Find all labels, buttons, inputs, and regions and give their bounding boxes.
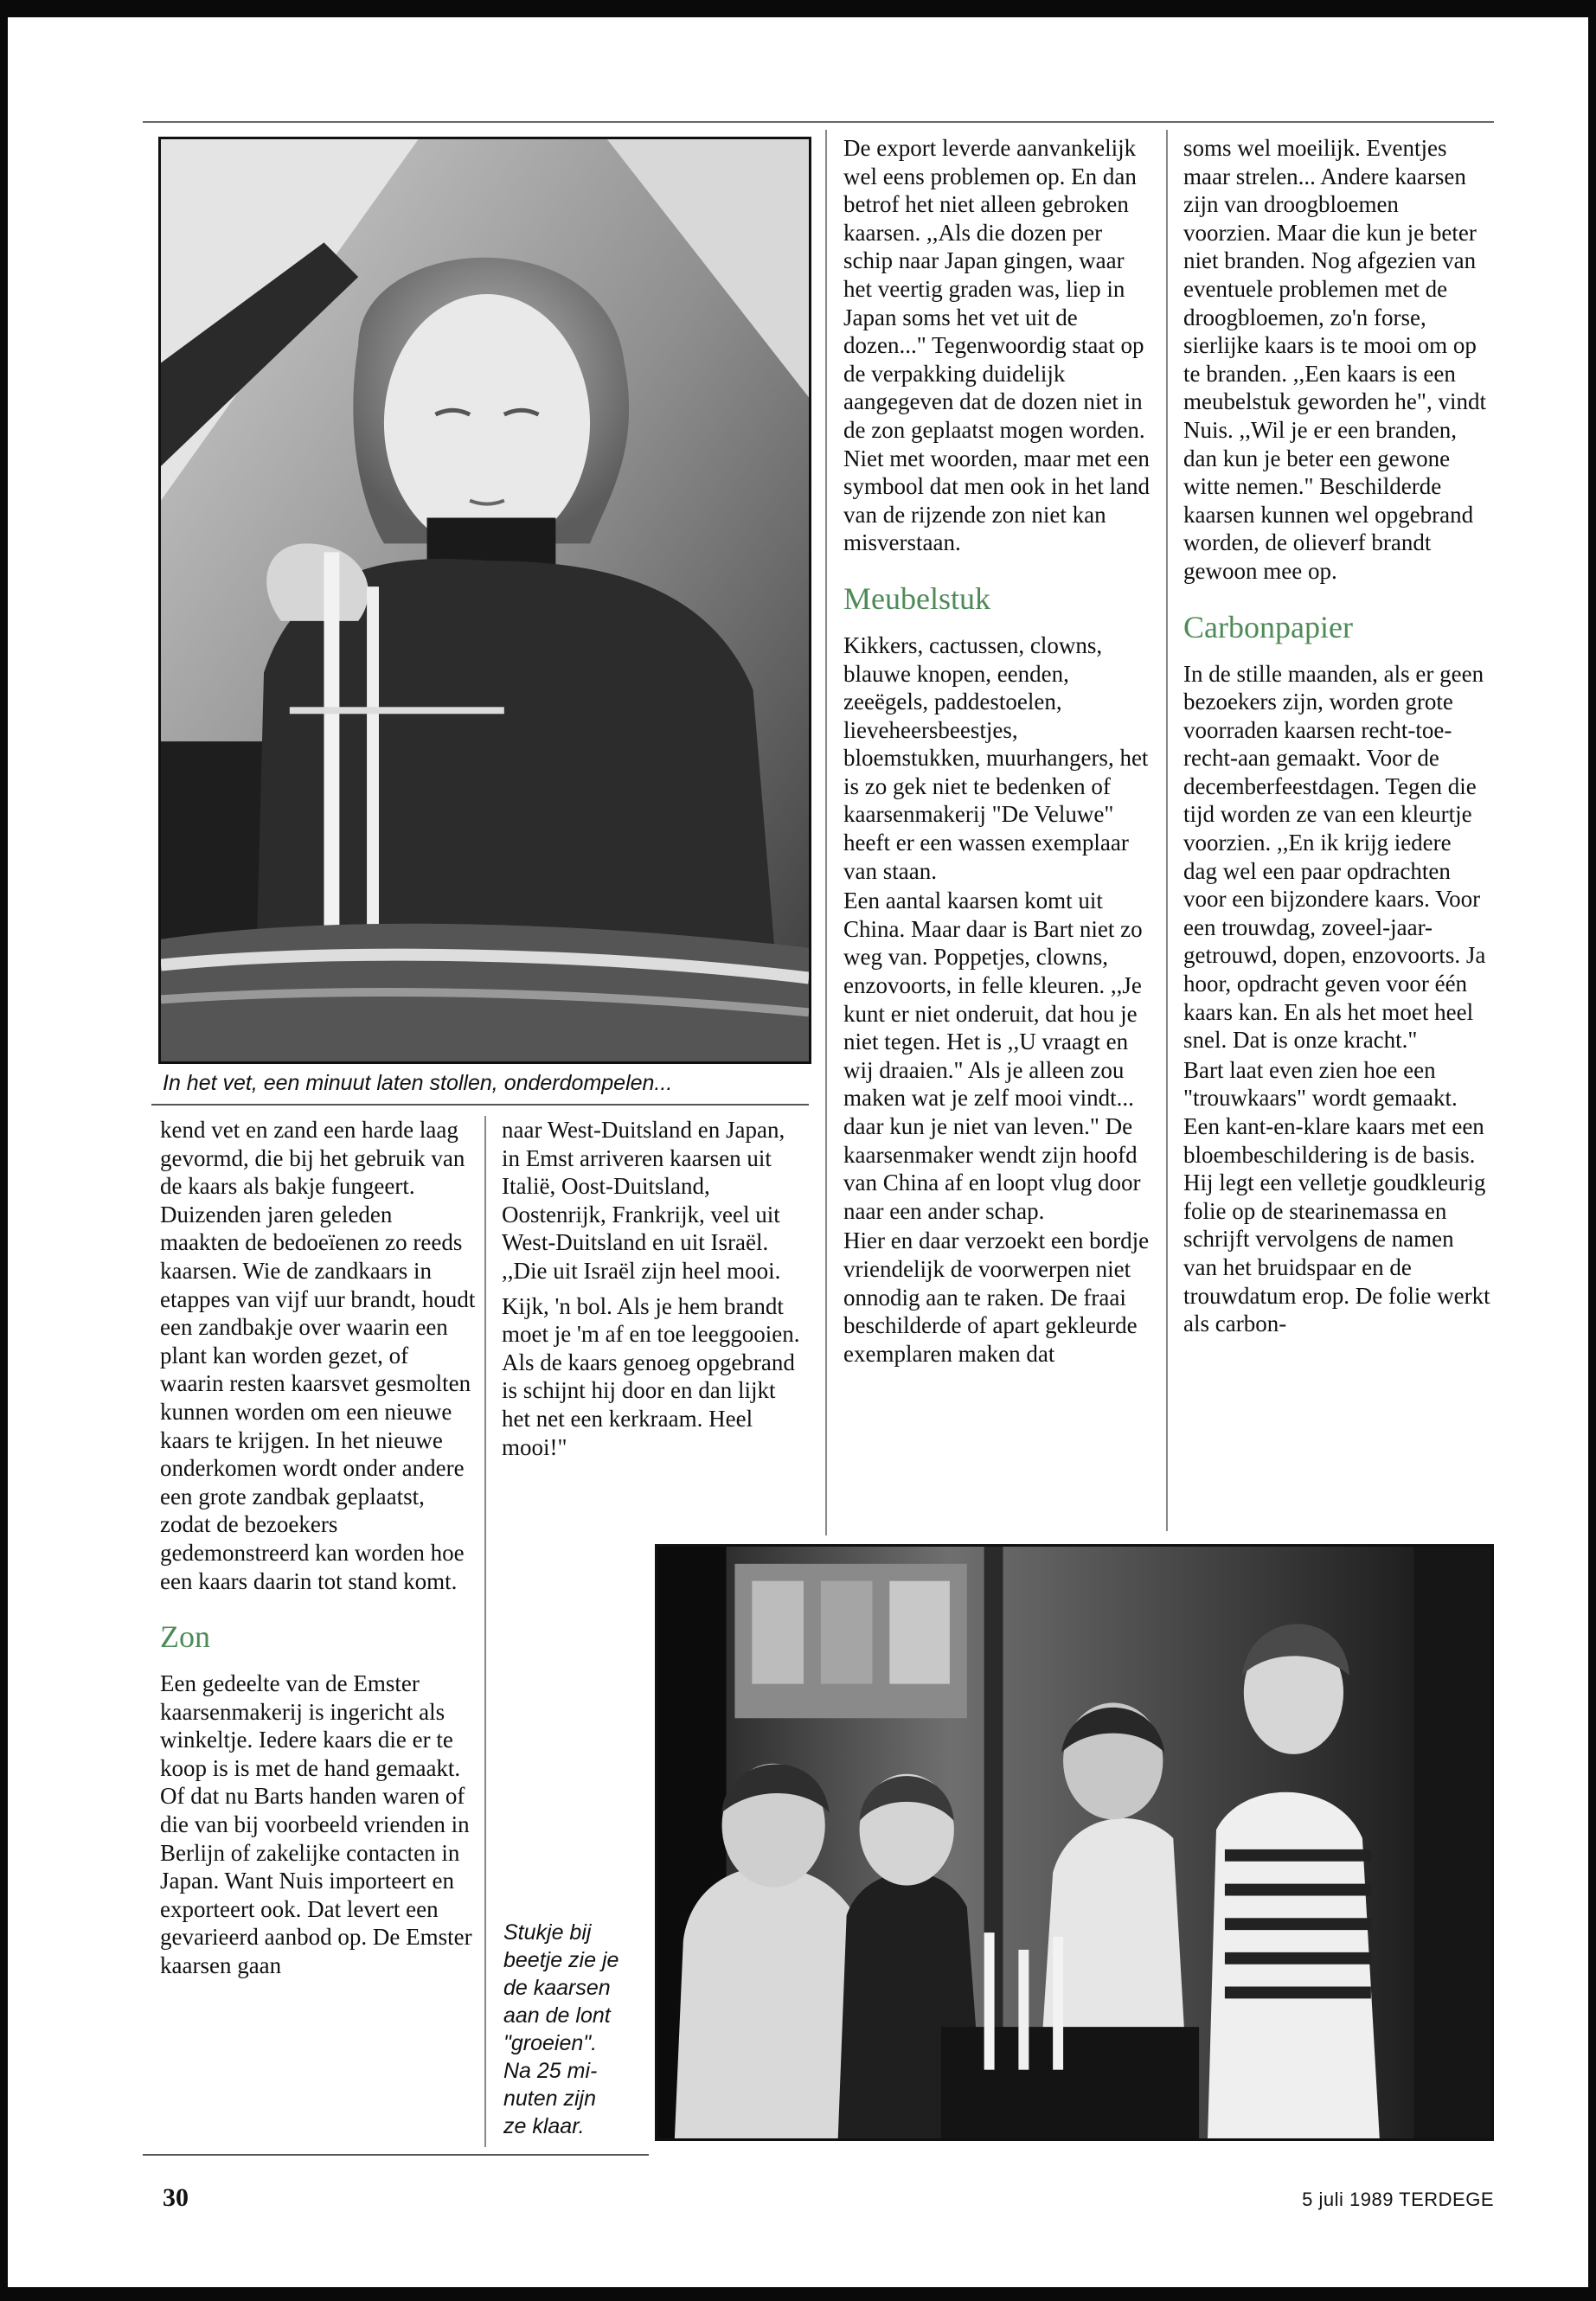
photo-child-image <box>161 139 809 1061</box>
col1-paragraph-2: Een gedeelte van de Emster kaarsenmakerij is ingericht als winkeltje. Iedere kaars die er te koop is is met de hand gemaakt. Of dat nu Barts handen waren of die van bij voorbeeld vrienden in Berlijn of zakelijke contacten in Japan. Want Nuis importeert en exporteert ook. Dat levert een gevarieerd aanbod op. De Emster kaarsen gaan <box>160 1670 472 1979</box>
caption-line: nuten zijn <box>503 2086 597 2111</box>
col3-paragraph-3: Een aantal kaarsen komt uit China. Maar daar is Bart niet zo weg van. Poppetjes, clowns, enzovoorts, in felle kleuren. ,,Je kunt er niet onderuit, dat hou je niet tegen. Het is ,,U vraagt en wij draaien." Als je alleen zou maken wat je zelf mooi vindt... daar kun je niet van leven." De kaarsenmaker wendt zijn hoofd van China af en loopt vlug door naar een ander schap. <box>843 888 1143 1224</box>
col2-paragraph-1: naar West-Duitsland en Japan, in Emst arriveren kaarsen uit Italië, Oost-Duitsland, Oostenrijk, Frankrijk, veel uit West-Duitsland en uit Israël. ,,Die uit Israël zijn heel mooi. <box>502 1117 785 1284</box>
col2-paragraph-2: Kijk, 'n bol. Als je hem brandt moet je 'm af en toe leeggooien. Als de kaars genoeg opgebrand is schijnt hij door en dan lijkt het net een kerkraam. Heel mooi!" <box>502 1292 800 1460</box>
photo-children-making-candles <box>655 1544 1494 2141</box>
column-divider-3 <box>1166 130 1168 1531</box>
heading-meubelstuk: Meubelstuk <box>843 580 990 616</box>
col3-paragraph-4: Hier en daar verzoekt een bordje vriendelijk de voorwerpen niet onnodig aan te raken. De fraai beschilderde of apart gekleurde exemplaren maken dat <box>843 1227 1150 1367</box>
col4-paragraph-3: Bart laat even zien hoe een "trouwkaars" wordt gemaakt. Een kant-en-klare kaars met een bloembeschildering is de basis. Hij legt een velletje goudkleurig folie op de stearinemassa en schrijft vervolgens de namen van het bruidspaar en de trouwdatum erop. De folie werkt als carbon- <box>1183 1056 1490 1337</box>
caption-line: ze klaar. <box>503 2114 585 2138</box>
column-2 <box>502 1116 804 1463</box>
caption-line: Na 25 mi- <box>503 2059 598 2083</box>
col3-paragraph-2: Kikkers, cactussen, clowns, blauwe knopen, eenden, zeeëgels, paddestoelen, lieveheersbeestjes, bloemstukken, muurhangers, het is zo gek niet te bedenken of kaarsenmakerij "De Veluwe" heeft er een wassen exemplaar van staan. <box>843 631 1149 884</box>
page-number: 30 <box>163 2183 189 2212</box>
caption-line: beetje zie je <box>503 1948 619 1972</box>
caption-line: "groeien". <box>503 2031 598 2055</box>
col4-paragraph-1: soms wel moeilijk. Eventjes maar strelen... Andere kaarsen zijn van droogbloemen voorzien. Maar die kun je beter niet branden. Nog afgezien van eventuele problemen met de droogbloemen, zo'n forse, sierlijke kaars is te mooi om op te branden. ,,Een kaars is een meubelstuk geworden he", vindt Nuis. ,,Wil je er een branden, dan kun je beter een gewone witte nemen." Beschilderde kaarsen kunnen wel opgebrand worden, de olieverf brandt gewoon mee op. <box>1183 135 1486 584</box>
caption-line: de kaarsen <box>503 1976 611 2000</box>
column-divider-2 <box>825 130 827 1535</box>
photo-child-dipping-candle <box>158 137 811 1064</box>
col4-paragraph-2: In de stille maanden, als er geen bezoekers zijn, worden grote voorraden kaarsen recht-toe-recht-aan gemaakt. Voor de decemberfeestdagen. Tegen die tijd worden ze van een kleurtje voorzien. ,,En ik krijg iedere dag wel een paar opdrachten voor een bijzondere kaars. Voor een trouwdag, zoveel-jaar-getrouwd, dopen, enzovoorts. Ja hoor, opdracht geven voor één kaars kan. En als het moet heel snel. Dat is onze kracht." <box>1183 660 1486 1054</box>
column-1 <box>160 1116 476 1982</box>
photo-caption-top: In het vet, een minuut laten stollen, onderdompelen... <box>163 1071 673 1095</box>
caption-line: Stukje bij <box>503 1920 592 1945</box>
caption-line: aan de lont <box>503 2003 611 2028</box>
photo-children-image <box>657 1547 1491 2138</box>
heading-zon: Zon <box>160 1619 210 1655</box>
column-3 <box>843 134 1151 1369</box>
photo-caption-bottom <box>503 1919 651 2140</box>
heading-carbonpapier: Carbonpapier <box>1183 609 1353 644</box>
col1-paragraph-1: kend vet en zand een harde laag gevormd, die bij het gebruik van de kaars als bakje fungeert. Duizenden jaren geleden maakten de bedoeïenen zo reeds kaarsen. Wie de zandkaars in etappes van vijf uur brandt, houdt een zandbakje over waarin een plant kan worden gezet, of waarin resten kaarsvet gesmolten kunnen worden om een nieuwe kaars te krijgen. In het nieuwe onderkomen wordt onder andere een grote zandbak geplaatst, zodat de bezoekers gedemonstreerd kan worden hoe een kaars daarin tot stand komt. <box>160 1117 476 1594</box>
column-4 <box>1183 134 1490 1340</box>
top-rule <box>143 121 1494 123</box>
column-divider-1 <box>484 1116 486 2147</box>
col3-paragraph-1: De export leverde aanvankelijk wel eens problemen op. En dan betrof het niet alleen gebroken kaarsen. ,,Als die dozen per schip naar Japan gingen, waar het veertig graden was, liep in Japan soms het vet uit de dozen..." Tegenwoordig staat op de verpakking duidelijk aangegeven dat de dozen niet in de zon geplaatst mogen worden. Niet met woorden, maar met een symbool dat men ook in het land van de rijzende zon niet kan misverstaan. <box>843 135 1150 556</box>
caption-rule <box>151 1104 809 1106</box>
publication-dateline: 5 juli 1989 TERDEGE <box>1302 2189 1494 2210</box>
bottom-rule <box>143 2154 649 2156</box>
